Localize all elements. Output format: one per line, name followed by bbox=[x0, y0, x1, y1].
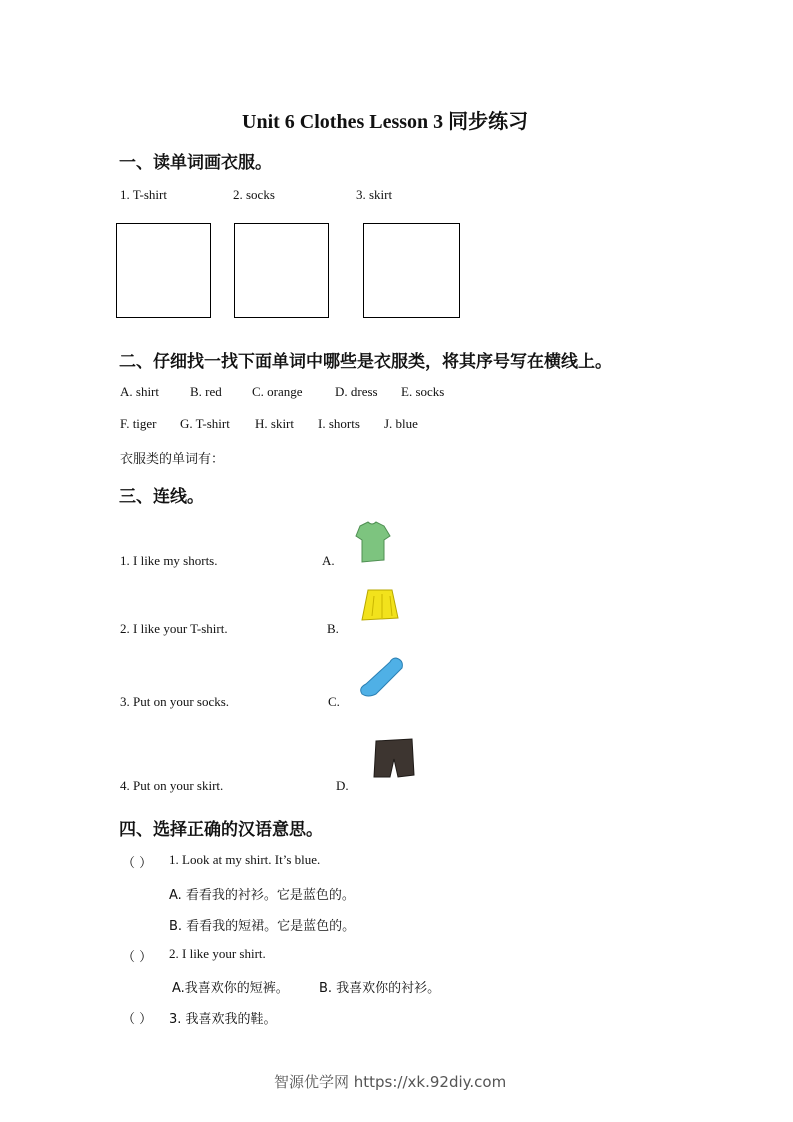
word-item: 2. socks bbox=[233, 187, 275, 202]
question-2-option-b: B. 我喜欢你的衬衫。 bbox=[319, 981, 441, 996]
question-2-option-a: A.我喜欢你的短裤。 bbox=[172, 981, 289, 996]
option-item: C. orange bbox=[252, 384, 303, 399]
match-sentence: 3. Put on your socks. bbox=[120, 694, 230, 709]
option-item: D. dress bbox=[335, 384, 378, 399]
section-4-heading: 四、选择正确的汉语意思。 bbox=[119, 820, 323, 840]
question-2: 2. I like your shirt. bbox=[169, 946, 266, 961]
blue-sock-icon bbox=[356, 656, 406, 698]
section-3-heading: 三、连线。 bbox=[119, 487, 204, 507]
section-1-heading: 一、读单词画衣服。 bbox=[119, 153, 272, 173]
section-2-heading: 二、仔细找一找下面单词中哪些是衣服类，将其序号写在横线上。 bbox=[119, 352, 612, 372]
word-item: 3. skirt bbox=[356, 187, 393, 202]
drawing-box-socks[interactable] bbox=[234, 223, 329, 318]
footer-watermark[interactable]: 智源优学网 https://xk.92diy.com bbox=[274, 1073, 507, 1091]
dark-shorts-icon bbox=[372, 737, 416, 781]
drawing-box-skirt[interactable] bbox=[363, 223, 460, 318]
match-sentence: 1. I like my shorts. bbox=[120, 553, 218, 568]
answer-paren[interactable]: （ ） bbox=[122, 950, 153, 965]
drawing-box-tshirt[interactable] bbox=[116, 223, 211, 318]
match-letter: B. bbox=[327, 621, 339, 636]
option-item: F. tiger bbox=[120, 416, 157, 431]
question-1-option-a: A. 看看我的衬衫。它是蓝色的。 bbox=[169, 888, 355, 903]
match-letter: A. bbox=[322, 553, 335, 568]
option-item: H. skirt bbox=[255, 416, 294, 431]
green-tshirt-icon bbox=[352, 520, 392, 564]
match-letter: D. bbox=[336, 778, 349, 793]
page-title: Unit 6 Clothes Lesson 3 同步练习 bbox=[242, 111, 529, 133]
answer-paren[interactable]: （ ） bbox=[122, 1012, 153, 1027]
option-item: G. T-shirt bbox=[180, 416, 230, 431]
option-item: I. shorts bbox=[318, 416, 360, 431]
word-item: 1. T-shirt bbox=[120, 187, 167, 202]
question-3: 3. 我喜欢我的鞋。 bbox=[169, 1012, 277, 1027]
match-letter: C. bbox=[328, 694, 340, 709]
option-item: B. red bbox=[190, 384, 222, 399]
option-item: E. socks bbox=[401, 384, 445, 399]
answer-paren[interactable]: （ ） bbox=[122, 856, 153, 871]
question-1-option-b: B. 看看我的短裙。它是蓝色的。 bbox=[169, 919, 356, 934]
question-1: 1. Look at my shirt. It’s blue. bbox=[169, 852, 321, 867]
option-item: A. shirt bbox=[120, 384, 159, 399]
yellow-skirt-icon bbox=[360, 588, 400, 622]
option-item: J. blue bbox=[384, 416, 418, 431]
answer-label: 衣服类的单词有： bbox=[120, 452, 225, 467]
match-sentence: 2. I like your T-shirt. bbox=[120, 621, 228, 636]
match-sentence: 4. Put on your skirt. bbox=[120, 778, 224, 793]
